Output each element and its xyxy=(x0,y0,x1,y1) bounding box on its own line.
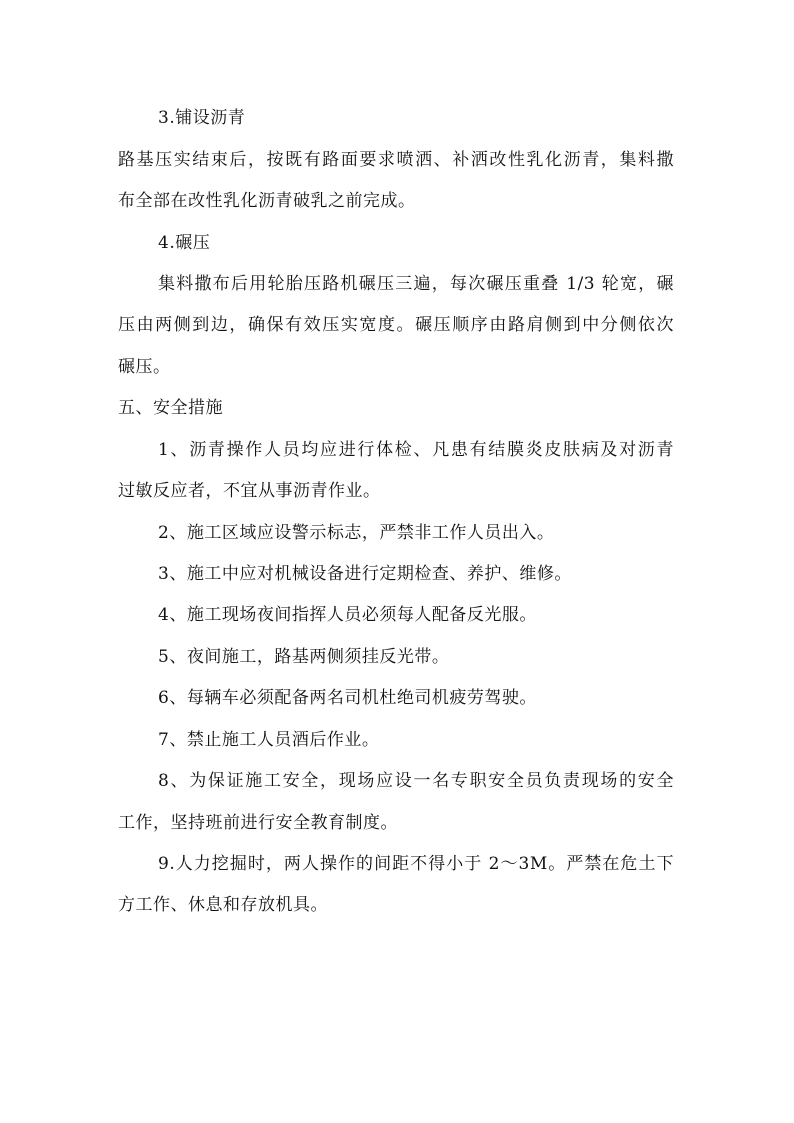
list-item-line: 6、每辆车必须配备两名司机杜绝司机疲劳驾驶。 xyxy=(158,688,537,708)
list-item-line: 方工作、休息和存放机具。 xyxy=(118,895,328,915)
paragraph-line: 集料撒布后用轮胎压路机碾压三遍，每次碾压重叠 1/3 轮宽，碾 xyxy=(158,274,674,294)
list-item-line: 工作，坚持班前进行安全教育制度。 xyxy=(118,813,398,833)
section-heading: 4.碾压 xyxy=(158,233,211,253)
list-item-line: 7、禁止施工人员酒后作业。 xyxy=(158,730,380,750)
list-item-line: 2、施工区域应设警示标志，严禁非工作人员出入。 xyxy=(158,523,555,543)
paragraph-line: 路基压实结束后，按既有路面要求喷洒、补洒改性乳化沥青，集料撒 xyxy=(118,150,674,170)
section-heading: 3.铺设沥青 xyxy=(158,108,246,128)
list-item-line: 1、沥青操作人员均应进行体检、凡患有结膜炎皮肤病及对沥青 xyxy=(158,440,674,460)
paragraph-line: 碾压。 xyxy=(118,357,171,377)
section-heading: 五、安全措施 xyxy=(118,398,223,418)
list-item-line: 过敏反应者，不宜从事沥青作业。 xyxy=(118,481,381,501)
list-item-line: 4、施工现场夜间指挥人员必须每人配备反光服。 xyxy=(158,605,537,625)
paragraph-line: 压由两侧到边，确保有效压实宽度。碾压顺序由路肩侧到中分侧依次 xyxy=(118,315,674,335)
list-item-line: 3、施工中应对机械设备进行定期检查、养护、维修。 xyxy=(158,564,572,584)
list-item-line: 5、夜间施工，路基两侧须挂反光带。 xyxy=(158,647,450,667)
list-item-line: 9.人力挖掘时，两人操作的间距不得小于 2～3M。严禁在危土下 xyxy=(158,854,674,874)
list-item-line: 8、为保证施工安全，现场应设一名专职安全员负责现场的安全 xyxy=(158,771,674,791)
paragraph-line: 布全部在改性乳化沥青破乳之前完成。 xyxy=(118,191,416,211)
